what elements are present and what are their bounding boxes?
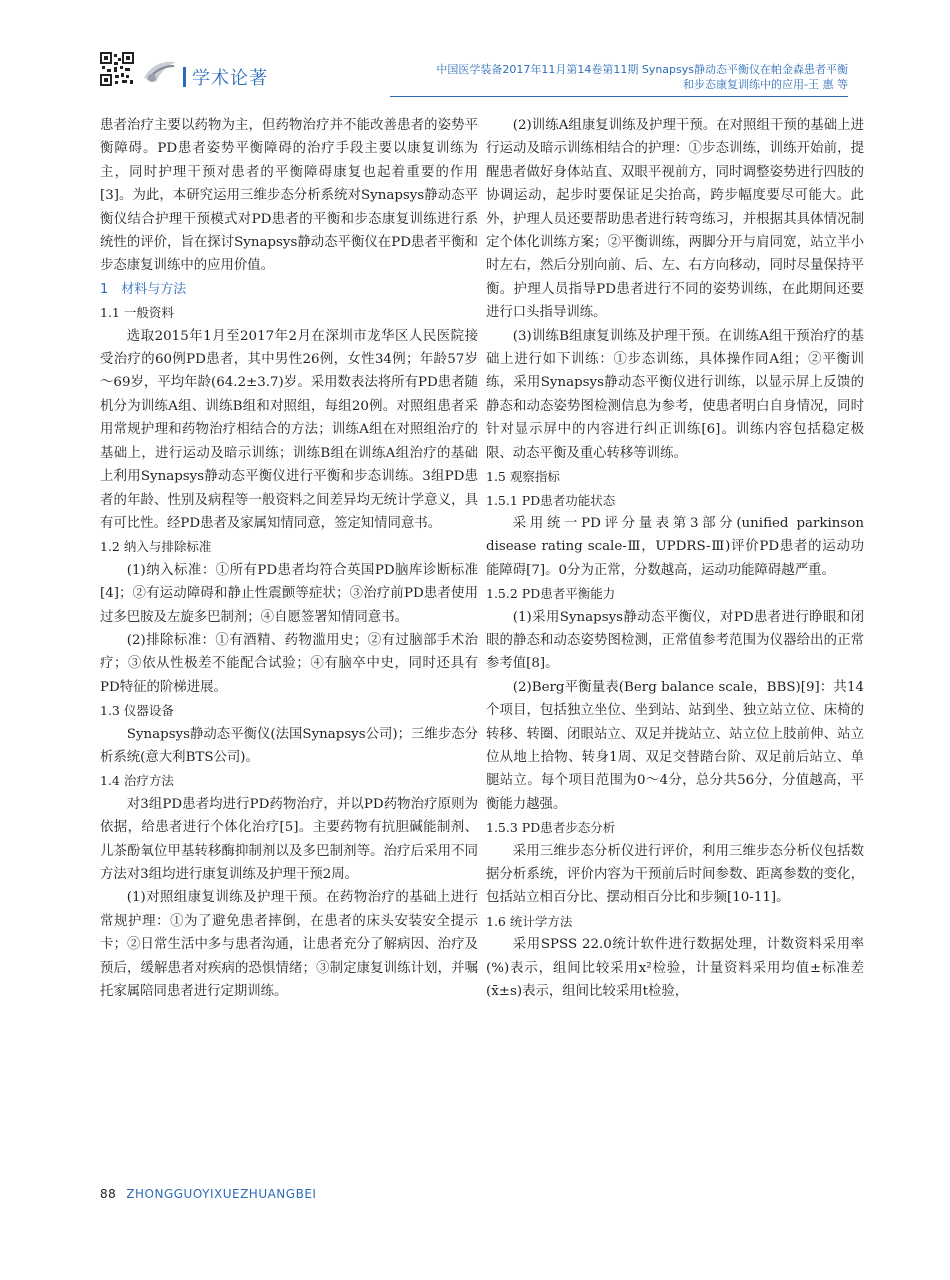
paragraph: 对3组PD患者均进行PD药物治疗，并以PD药物治疗原则为依据，给患者进行个体化治疗[5]。主要药物有抗胆碱能制剂、儿茶酚氧位甲基转移酶抑制剂以及多巴制剂等。治疗后采用不同方法对3组均进行康复训练及护理干预2周。 (100, 796, 478, 882)
section-label (183, 64, 268, 90)
subsection-heading: 1.2 纳入与排除标准 (100, 539, 212, 555)
subsection-heading: 1.3 仪器设备 (100, 703, 174, 719)
section-heading: 1 材料与方法 (100, 281, 187, 297)
page-header (0, 0, 950, 100)
paragraph: (2)Berg平衡量表(Berg balance scale，BBS)[9]：共14个项目，包括独立坐位、坐到站、站到坐、独立站立位、床椅的转移、转圈、闭眼站立、双足并拢站立、站立位上肢前伸、站立位从地上拾物、转身1周、双足交替踏台阶、双足前后站立、单腿站立。每个项目范围为0～4分，总分共56分，分值越高，平衡能力越强。 (486, 679, 864, 812)
subsection-heading: 1.1 一般资料 (100, 305, 174, 321)
page-number: 88 (100, 1187, 117, 1201)
subsection-heading: 1.4 治疗方法 (100, 773, 174, 789)
paragraph: (1)采用Synapsys静动态平衡仪，对PD患者进行睁眼和闭眼的静态和动态姿势图检测，正常值参考范围为仪器给出的正常参考值[8]。 (486, 609, 864, 672)
qr-code-icon (100, 52, 134, 86)
paragraph: (2)训练A组康复训练及护理干预。在对照组干预的基础上进行运动及暗示训练相结合的护理：①步态训练，训练开始前，提醒患者做好身体站直、双眼平视前方，同时调整姿势进行四肢的协调运动，起步时要保证足尖抬高，跨步幅度要尽可能大。此外，护理人员还要帮助患者进行转弯练习，并根据其具体情况制定个体化训练方案；②平衡训练，两脚分开与肩同宽，站立半小时左右，然后分别向前、后、左、右方向移动，同时尽量保持平衡。护理人员指导PD患者进行不同的姿势训练，在此期间还要进行口头指导训练。 (486, 118, 864, 321)
paragraph: 选取2015年1月至2017年2月在深圳市龙华区人民医院接受治疗的60例PD患者，其中男性26例，女性34例；年龄57岁～69岁，平均年龄(64.2±3.7)岁。采用数表法将所有PD患者随机分为训练A组、训练B组和对照组，每组20例。对照组患者采用常规护理和药物治疗相结合的方法；训练A组在对照组治疗的基础上，进行运动及暗示训练；训练B组在训练A组治疗的基础上利用Synapsys静动态平衡仪进行平衡和步态训练。3组PD患者的年龄、性别及病程等一般资料之间差异均无统计学意义，具有可比性。经PD患者及家属知情同意，签定知情同意书。 (100, 328, 478, 531)
journal-line: 中国医学装备2017年11月第14卷第11期 Synapsys静动态平衡仪在帕金森患者平衡 (436, 63, 848, 76)
journal-pinyin: ZHONGGUOYIXUEZHUANGBEI (126, 1187, 317, 1201)
subsubsection-heading: 1.5.1 PD患者功能状态 (486, 492, 616, 508)
subsubsection-heading: 1.5.2 PD患者平衡能力 (486, 586, 616, 602)
paragraph: 采用SPSS 22.0统计软件进行数据处理，计数资料采用率(%)表示，组间比较采用x²检验，计量资料采用均值±标准差(x̄±s)表示，组间比较采用t检验， (486, 937, 864, 1000)
subsection-heading: 1.6 统计学方法 (486, 913, 573, 929)
section-label-text: 学术论著 (192, 68, 268, 89)
paragraph: 患者治疗主要以药物为主，但药物治疗并不能改善患者的姿势平衡障碍。PD患者姿势平衡障碍的治疗手段主要以康复训练为主，同时护理干预对患者的平衡障碍康复也起着重要的作用[3]。为此，本研究运用三维步态分析系统对Synapsys静动态平衡仪结合护理干预模式对PD患者的平衡和步态康复训练进行系统性的评价，旨在探讨Synapsys静动态平衡仪在PD患者平衡和步态康复训练中的应用价值。 (100, 118, 478, 274)
paragraph: (3)训练B组康复训练及护理干预。在训练A组干预治疗的基础上进行如下训练：①步态训练，具体操作同A组；②平衡训练，采用Synapsys静动态平衡仪进行训练，以显示屏上反馈的静态和动态姿势图检测信息为参考，使患者明白自身情况，同时针对显示屏中的内容进行纠正训练[6]。训练内容包括稳定极限、动态平衡及重心转移等训练。 (486, 328, 864, 461)
paragraph: (1)纳入标准：①所有PD患者均符合英国PD脑库诊断标准[4]；②有运动障碍和静止性震颤等症状；③治疗前PD患者使用过多巴胺及左旋多巴制剂；④自愿签署知情同意书。 (100, 562, 478, 625)
page-footer (100, 1187, 316, 1201)
journal-logo-icon (140, 56, 180, 86)
paragraph: 采用三维步态分析仪进行评价，利用三维步态分析仪包括数据分析系统，评价内容为干预前后时间参数、距离参数的变化，包括站立相百分比、摆动相百分比和步频[10-11]。 (486, 843, 864, 906)
header-rule (390, 96, 848, 97)
left-column (100, 114, 478, 1003)
journal-info (388, 62, 848, 92)
right-column (486, 114, 864, 1003)
paragraph: (2)排除标准：①有酒精、药物滥用史；②有过脑部手术治疗；③依从性极差不能配合试验；④有脑卒中史，同时还具有PD特征的阶梯进展。 (100, 632, 478, 695)
paragraph: (1)对照组康复训练及护理干预。在药物治疗的基础上进行常规护理：①为了避免患者摔倒，在患者的床头安装安全提示卡；②日常生活中多与患者沟通，让患者充分了解病因、治疗及预后，缓解患者对疾病的恐惧情绪；③制定康复训练计划，并嘱托家属陪同患者进行定期训练。 (100, 890, 478, 1000)
article-line: 和步态康复训练中的应用-王 惠 等 (683, 78, 848, 91)
subsection-heading: 1.5 观察指标 (486, 469, 560, 485)
section-label-bar (183, 67, 186, 87)
subsubsection-heading: 1.5.3 PD患者步态分析 (486, 820, 616, 836)
paragraph: Synapsys静动态平衡仪(法国Synapsys公司)；三维步态分析系统(意大利BTS公司)。 (100, 726, 478, 765)
paragraph: 采用统一PD评分量表第3部分(unified parkinson disease rating scale-Ⅲ，UPDRS-Ⅲ)评价PD患者的运动功能障碍[7]。0分为正常，分数越高，运动功能障碍越严重。 (486, 515, 864, 578)
